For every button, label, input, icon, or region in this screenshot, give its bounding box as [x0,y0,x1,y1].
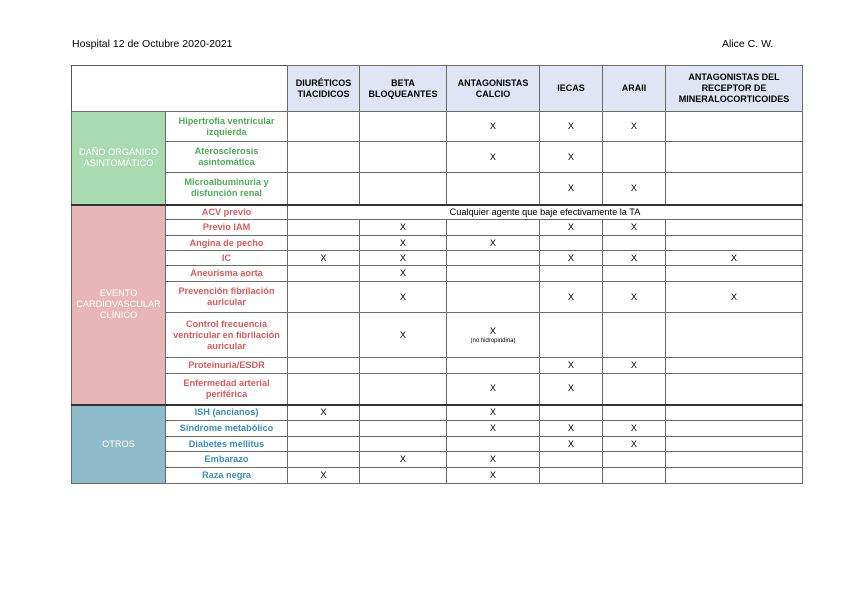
table-cell [447,220,540,236]
cell-mark: X [489,325,497,336]
table-cell [447,251,540,266]
table-cell: X [360,236,447,251]
table-cell: X [540,421,603,437]
table-row [72,142,803,173]
table-cell: X [447,112,540,142]
table-cell [288,112,360,142]
table-cell [288,374,360,405]
table-row [72,452,803,468]
table-row [72,266,803,282]
table-cell [603,452,666,468]
table-cell [540,236,603,251]
table-cell: X [603,358,666,374]
table-cell [666,421,803,437]
col-header-iecas: IECAS [540,66,603,112]
table-cell [666,437,803,452]
table-cell [666,142,803,173]
col-header-araii: ARAII [603,66,666,112]
table-cell [447,173,540,205]
table-cell [666,313,803,358]
condition-label: ISH (ancianos) [166,405,288,421]
table-cell: X [603,220,666,236]
table-cell [540,266,603,282]
table-cell [360,112,447,142]
table-row [72,173,803,205]
table-cell: X [666,251,803,266]
table-row [72,358,803,374]
group-label-evento: EVENTO CARDIOVASCULAR CLÍNICO [72,205,166,405]
table-cell [288,282,360,313]
table-cell [288,173,360,205]
table-cell [603,142,666,173]
table-row [72,282,803,313]
col-header-antagonistas-mineralocorticoides: ANTAGONISTAS DEL RECEPTOR DE MINERALOCORTICOIDES [666,66,803,112]
table-cell [360,405,447,421]
table-cell: X [603,112,666,142]
table-cell [288,437,360,452]
table-cell: X [288,468,360,484]
condition-label: Hipertrofia ventricular izquierda [166,112,288,142]
cell-subnote: (no hidropiridina) [470,337,516,344]
table-cell [540,468,603,484]
table-row [72,374,803,405]
table-cell: X [288,405,360,421]
table-cell: X [603,437,666,452]
table-cell [288,452,360,468]
table-row [72,236,803,251]
table-cell [360,468,447,484]
table-cell [603,374,666,405]
table-cell [447,437,540,452]
table-cell: X [360,220,447,236]
table-cell [666,173,803,205]
table-cell [288,421,360,437]
table-cell: X [540,282,603,313]
span-note: Cualquier agente que baje efectivamente la TA [288,205,803,220]
condition-label: IC [166,251,288,266]
table-cell: X [540,112,603,142]
table-cell: X [447,374,540,405]
table-cell: X [603,251,666,266]
table-cell [603,236,666,251]
table-row [72,251,803,266]
condition-label: Raza negra [166,468,288,484]
table-cell: X [360,313,447,358]
group-label-otros: OTROS [72,405,166,484]
condition-label: Embarazo [166,452,288,468]
condition-label: Proteinuria/ESDR [166,358,288,374]
table-cell [540,405,603,421]
table-cell [447,358,540,374]
table-cell: X [360,266,447,282]
table-cell [666,374,803,405]
table-cell: X [603,421,666,437]
table-cell [666,112,803,142]
table-cell [360,374,447,405]
table-cell: X [447,421,540,437]
table-cell [360,173,447,205]
table-cell [603,313,666,358]
table-row [72,313,803,358]
table-cell [288,236,360,251]
table-cell: X [447,405,540,421]
header-blank [72,66,288,112]
table-row [72,112,803,142]
table-cell [603,266,666,282]
condition-label: Diabetes mellitus [166,437,288,452]
condition-label: Aterosclerosis asintomática [166,142,288,173]
table-cell [540,452,603,468]
table-cell [447,282,540,313]
table-cell [666,220,803,236]
table-cell: X [540,374,603,405]
table-row [72,468,803,484]
condition-label: Enfermedad arterial periférica [166,374,288,405]
col-header-antagonistas-calcio: ANTAGONISTAS CALCIO [447,66,540,112]
table-cell [666,358,803,374]
table-cell [360,421,447,437]
table-row [72,205,803,220]
table-cell: X [540,173,603,205]
table-cell [288,142,360,173]
table-cell: X [666,282,803,313]
table-cell [288,220,360,236]
table-cell: X [540,251,603,266]
table-cell: X [540,358,603,374]
treatment-table [71,65,803,484]
group-label-dano: DAÑO ORGÁNICO ASINTOMÁTICO [72,112,166,205]
table-cell [603,405,666,421]
table-cell: X [447,452,540,468]
condition-label: Prevención fibrilación auricular [166,282,288,313]
table-cell: X [288,251,360,266]
table-cell [360,358,447,374]
table-cell: X [540,437,603,452]
table-cell: X [540,220,603,236]
table-row [72,437,803,452]
table-cell [666,266,803,282]
table-cell: X [603,282,666,313]
table-row [72,405,803,421]
table-cell [360,142,447,173]
table-cell: X [447,142,540,173]
col-header-beta: BETA BLOQUEANTES [360,66,447,112]
condition-label: Previo IAM [166,220,288,236]
table-cell: X [447,236,540,251]
document-title: Hospital 12 de Octubre 2020-2021 [72,38,233,50]
condition-label: ACV previo [166,205,288,220]
table-cell [447,313,540,358]
table-cell: X [360,282,447,313]
condition-label: Aneurisma aorta [166,266,288,282]
table-row [72,421,803,437]
table-cell [288,266,360,282]
table-cell: X [540,142,603,173]
table-cell: X [603,173,666,205]
table-row [72,220,803,236]
table-cell [447,266,540,282]
condition-label: Microalbuminuria y disfunción renal [166,173,288,205]
table-cell [540,313,603,358]
table-cell: X [360,251,447,266]
table-cell [666,468,803,484]
condition-label: Síndrome metabólico [166,421,288,437]
header-row [72,66,803,112]
condition-label: Angina de pecho [166,236,288,251]
table-cell: X [447,468,540,484]
table-cell [666,236,803,251]
table-cell [360,437,447,452]
col-header-diureticos: DIURÉTICOS TIACIDICOS [288,66,360,112]
table-cell [603,468,666,484]
table-cell [288,313,360,358]
table-cell [666,452,803,468]
table-cell: X [360,452,447,468]
author-name: Alice C. W. [722,38,774,50]
condition-label: Control frecuencia ventricular en fibrilación auricular [166,313,288,358]
table-cell [666,405,803,421]
table-cell [288,358,360,374]
